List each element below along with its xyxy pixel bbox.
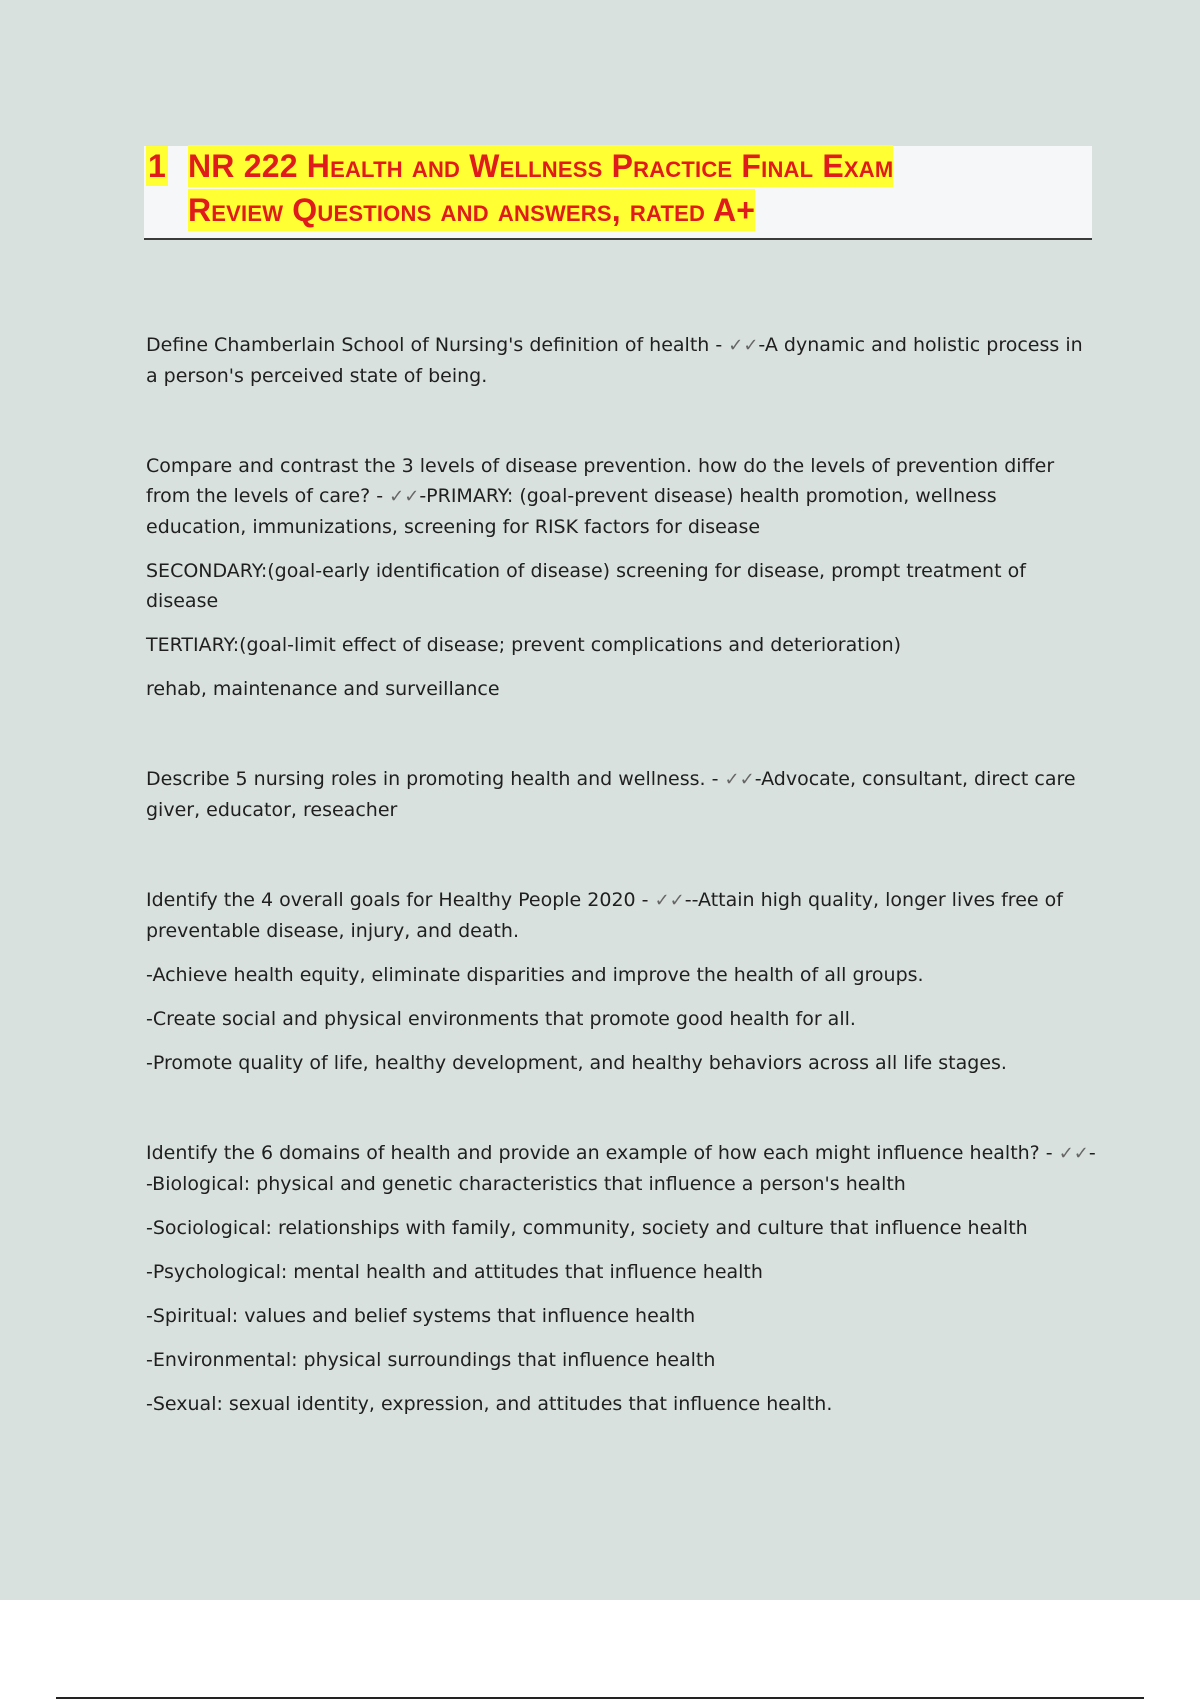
double-check-icon: ✓✓ <box>654 890 685 911</box>
qa-answer-line: -A dynamic and holistic process in a person's perceived state of being. <box>146 334 1083 387</box>
qa-answer-line: SECONDARY:(goal-early identification of disease) screening for disease, prompt treatment of disease <box>146 560 1026 612</box>
qa-answer-line: -Create social and physical environments that promote good health for all. <box>146 1008 856 1030</box>
double-check-icon: ✓✓ <box>728 335 759 356</box>
document-title-line-2: Review Questions and answers, rated A+ <box>188 189 755 231</box>
qa-question: Identify the 6 domains of health and provide an example of how each might influence health? - ✓✓--Biological: physical and genetic characteristics that influence a person's health <box>146 1142 1096 1195</box>
qa-answer-line: -Advocate, consultant, direct care giver, educator, reseacher <box>146 768 1076 821</box>
double-check-icon: ✓✓ <box>1058 1143 1089 1164</box>
qa-answer-line: -PRIMARY: (goal-prevent disease) health promotion, wellness education, immunizations, screening for RISK factors for disease <box>146 485 997 538</box>
qa-answer-line: TERTIARY:(goal-limit effect of disease; prevent complications and deterioration) <box>146 634 902 656</box>
qa-list <box>146 330 1096 1479</box>
qa-answer-line: -Sexual: sexual identity, expression, and attitudes that influence health. <box>146 1393 833 1415</box>
qa-answer-line: -Environmental: physical surroundings that influence health <box>146 1349 716 1371</box>
qa-question: Describe 5 nursing roles in promoting health and wellness. - ✓✓-Advocate, consultant, direct care giver, educator, reseacher <box>146 768 1076 821</box>
heading-number: 1 <box>148 148 166 184</box>
qa-answer-line: -Spiritual: values and belief systems that influence health <box>146 1305 696 1327</box>
double-check-icon: ✓✓ <box>389 486 420 507</box>
double-check-icon: ✓✓ <box>724 769 755 790</box>
qa-item <box>146 764 1096 825</box>
qa-answer-line: -Sociological: relationships with family, community, society and culture that influence health <box>146 1217 1028 1239</box>
document-title-line-1: NR 222 Health and Wellness Practice Final Exam <box>188 145 893 187</box>
qa-question: Define Chamberlain School of Nursing's definition of health - ✓✓-A dynamic and holistic process in a person's perceived state of being. <box>146 334 1083 387</box>
qa-item <box>146 1138 1096 1419</box>
qa-answer-line: -Psychological: mental health and attitudes that influence health <box>146 1261 763 1283</box>
footer-divider <box>56 1697 1144 1699</box>
qa-answer-line: -Promote quality of life, healthy development, and healthy behaviors across all life stages. <box>146 1052 1007 1074</box>
qa-item <box>146 885 1096 1078</box>
qa-answer-line: --Attain high quality, longer lives free of preventable disease, injury, and death. <box>146 889 1063 942</box>
qa-answer-line: -Achieve health equity, eliminate disparities and improve the health of all groups. <box>146 964 924 986</box>
qa-question: Identify the 4 overall goals for Healthy People 2020 - ✓✓--Attain high quality, longer lives free of preventable disease, injury, and death. <box>146 889 1063 942</box>
qa-answer-line: --Biological: physical and genetic characteristics that influence a person's health <box>146 1142 1096 1195</box>
qa-item <box>146 451 1096 704</box>
qa-question: Compare and contrast the 3 levels of disease prevention. how do the levels of prevention differ from the levels of care? - ✓✓-PRIMARY: (goal-prevent disease) health promotion, wellness education, immunizations, screening for RISK factors for disease <box>146 455 1055 538</box>
qa-answer-line: rehab, maintenance and surveillance <box>146 678 500 700</box>
qa-item <box>146 330 1096 391</box>
